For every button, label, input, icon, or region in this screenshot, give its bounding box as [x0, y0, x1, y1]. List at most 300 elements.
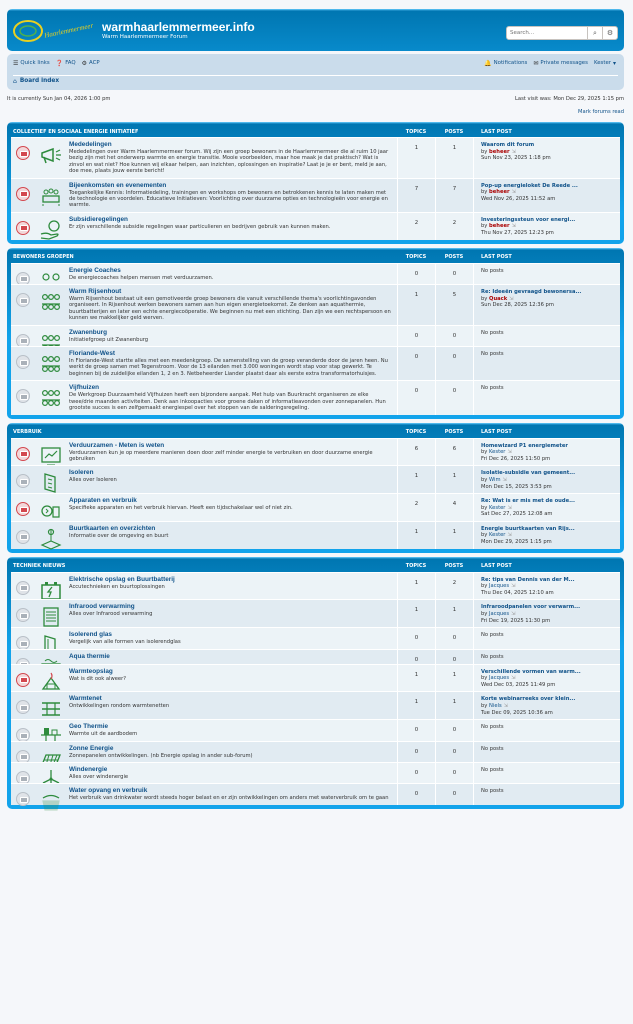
- search-input[interactable]: [507, 27, 587, 39]
- forum-title-link[interactable]: Aqua thermie: [69, 652, 110, 660]
- last-post: [473, 381, 620, 414]
- by-label: by: [481, 449, 488, 456]
- forum-image: [35, 650, 67, 664]
- topics-count: 1: [397, 692, 435, 719]
- breadcrumb: [13, 75, 618, 86]
- last-post-author[interactable]: Kester: [489, 532, 506, 539]
- forum-title-link[interactable]: Isoleren: [69, 469, 94, 477]
- last-post-author[interactable]: Quack: [489, 295, 508, 302]
- forum-description: Zonnepanelen ontwikkelingen. (nb Energie opslag in ander sub-forum): [69, 752, 253, 759]
- last-post-date: Wed Dec 03, 2025 11:49 pm: [481, 681, 556, 688]
- last-post: [473, 784, 620, 804]
- posts-count: 1: [435, 138, 473, 178]
- by-label: by: [481, 611, 488, 618]
- posts-column-header: POSTS: [444, 429, 464, 435]
- forum-row: [11, 649, 620, 664]
- no-posts-label: No posts: [481, 788, 504, 795]
- by-label: by: [481, 189, 488, 196]
- appliance-icon: [38, 499, 64, 523]
- forum-body: [67, 692, 397, 719]
- forum-description: Alles over windenergie: [69, 774, 129, 780]
- forum-body: [67, 138, 397, 178]
- forum-image: [35, 720, 67, 740]
- posts-count: 0: [435, 720, 473, 740]
- category-header: [11, 126, 620, 137]
- last-post-title[interactable]: Energie buurtkaarten van Rijs...: [481, 525, 575, 532]
- forum-image: [35, 138, 67, 178]
- goto-post-icon[interactable]: ⇲: [507, 449, 512, 456]
- posts-count: 0: [435, 742, 473, 762]
- last-post: [473, 326, 620, 346]
- unread-forum-icon: [16, 502, 30, 516]
- goto-post-icon[interactable]: ⇲: [509, 295, 514, 302]
- forum-status: [11, 665, 35, 692]
- posts-count: 0: [435, 347, 473, 380]
- last-post-title[interactable]: Isolatie-subsidie van gemeent...: [481, 470, 576, 477]
- site-title[interactable]: warmhaarlemmermeer.info: [102, 20, 255, 34]
- svg-text:Haarlemmermeer: Haarlemmermeer: [43, 21, 94, 40]
- topics-count: 2: [397, 213, 435, 240]
- last-post-title[interactable]: Waarom dit forum: [481, 142, 535, 148]
- category-block: [7, 248, 624, 419]
- quick-links-menu[interactable]: ☰ Quick links: [13, 59, 50, 67]
- category-header: [11, 561, 620, 572]
- last-post-date: Sun Dec 28, 2025 12:36 pm: [481, 302, 554, 309]
- forum-title-link[interactable]: Warmtenet: [69, 695, 102, 703]
- goto-post-icon[interactable]: ⇲: [511, 189, 516, 196]
- no-posts-label: No posts: [481, 745, 504, 752]
- storage-icon: [38, 670, 64, 694]
- user-menu[interactable]: Kester ▾: [593, 59, 616, 67]
- site-logo[interactable]: [12, 14, 102, 46]
- forum-title-link[interactable]: Infrarood verwarming: [69, 603, 135, 611]
- category-title[interactable]: BEWONERS GROEPEN: [13, 254, 74, 261]
- posts-count: 1: [435, 466, 473, 493]
- battery-icon: [38, 578, 64, 602]
- read-forum-icon: [16, 355, 30, 369]
- posts-count: 1: [435, 600, 473, 627]
- forum-status: [11, 784, 35, 804]
- gear-icon[interactable]: ⚙: [602, 27, 617, 39]
- goto-post-icon[interactable]: ⇲: [502, 476, 507, 483]
- forum-description: Alles over Isoleren: [69, 477, 117, 484]
- forum-status: [11, 381, 35, 414]
- posts-count: 0: [435, 381, 473, 414]
- last-post-title[interactable]: Re: tips van Dennis van der M...: [481, 576, 575, 583]
- goto-post-icon[interactable]: ⇲: [507, 532, 512, 539]
- site-description: Warm Haarlemmermeer Forum: [102, 34, 188, 40]
- last-post-date: Sun Nov 23, 2025 1:18 pm: [481, 155, 551, 162]
- unread-forum-icon: [16, 447, 30, 461]
- forum-description: De energiecoaches helpen mensen met verduurzamen.: [69, 274, 214, 281]
- read-forum-icon: [16, 608, 30, 622]
- last-post-column-header: LAST POST: [481, 128, 512, 135]
- forum-status: [11, 213, 35, 240]
- forum-title-link[interactable]: Vijfhuizen: [69, 384, 100, 392]
- forum-description: Er zijn verschillende subsidie regelingen waar particulieren en bedrijven gebruik van kunnen maken.: [69, 223, 331, 230]
- last-post: [473, 650, 620, 664]
- posts-column-header: POSTS: [444, 254, 464, 261]
- last-post-author[interactable]: Jacques: [489, 675, 510, 682]
- forum-row: [11, 741, 620, 762]
- topics-count: 1: [397, 138, 435, 178]
- no-posts-label: No posts: [481, 632, 504, 639]
- last-post: [473, 138, 620, 178]
- last-post-author[interactable]: Wim: [489, 476, 501, 483]
- notifications-link[interactable]: 🔔 Notifications: [484, 59, 528, 67]
- by-label: by: [481, 675, 488, 682]
- posts-count: 4: [435, 494, 473, 521]
- posts-count: 0: [435, 326, 473, 346]
- forum-status: [11, 179, 35, 212]
- forum-description: Specifieke apparaten en het verbruik hiervan. Heeft een tijdschakelaar wel of niet zin.: [69, 505, 293, 512]
- breadcrumb-board-index[interactable]: Board index: [19, 78, 60, 84]
- topics-count: 0: [397, 650, 435, 664]
- last-post-column-header: LAST POST: [481, 429, 512, 435]
- inbox-icon: ✉: [533, 59, 539, 67]
- forum-description: Warmte uit de aardbodem: [69, 731, 138, 738]
- forum-body: [67, 763, 397, 783]
- last-post-date: Wed Nov 26, 2025 11:52 am: [481, 195, 556, 202]
- page-wrap: [7, 9, 624, 809]
- last-post: [473, 494, 620, 521]
- category-block: [7, 557, 624, 809]
- forum-title-link[interactable]: Geo Thermie: [69, 723, 109, 731]
- unread-forum-icon: [16, 146, 30, 160]
- forum-status: [11, 326, 35, 346]
- forum-title-link[interactable]: Elektrische opslag en Buurtbatterij: [69, 575, 175, 583]
- unread-forum-icon: [16, 187, 30, 201]
- topics-count: 0: [397, 784, 435, 804]
- subsidy-icon: [38, 218, 64, 242]
- category-header: [11, 427, 620, 438]
- forum-title-link[interactable]: Bijeenkomsten en evenementen: [69, 181, 167, 189]
- posts-column-header: POSTS: [444, 128, 464, 135]
- last-post-title[interactable]: Re: Ideeën gevraagd bewonersa...: [481, 289, 582, 296]
- forum-row: [11, 380, 620, 414]
- last-post-date: Sat Dec 27, 2025 12:08 am: [481, 511, 553, 518]
- no-posts-label: No posts: [481, 653, 504, 660]
- forum-title-link[interactable]: Floriande-West: [69, 350, 116, 358]
- forum-body: [67, 347, 397, 380]
- goto-post-icon[interactable]: ⇲: [511, 583, 516, 590]
- posts-count: 7: [435, 179, 473, 212]
- posts-count: 0: [435, 628, 473, 648]
- forum-title-link[interactable]: Zwanenburg: [69, 328, 107, 336]
- search-box: [506, 26, 618, 40]
- last-post-date: Thu Dec 04, 2025 12:10 am: [481, 589, 554, 596]
- last-post-author[interactable]: beheer: [489, 148, 510, 155]
- private-messages-link[interactable]: ✉ Private messages: [533, 59, 588, 67]
- forum-image: [35, 213, 67, 240]
- forum-description: Vergelijk van alle formen van isolerendglas: [69, 639, 181, 646]
- forum-title-link[interactable]: Subsidieregelingen: [69, 215, 128, 223]
- last-post-date: Mon Dec 15, 2025 3:53 pm: [481, 483, 552, 490]
- posts-count: 2: [435, 213, 473, 240]
- caret-down-icon: ▾: [612, 59, 616, 67]
- forum-body: [67, 784, 397, 804]
- last-post-title[interactable]: Homewizard P1 energiemeter: [481, 442, 568, 449]
- posts-column-header: POSTS: [444, 563, 464, 570]
- nav-user-area: [484, 60, 618, 67]
- topics-count: 0: [397, 264, 435, 284]
- read-forum-icon: [16, 792, 30, 806]
- forum-image: [35, 494, 67, 521]
- forum-image: [35, 285, 67, 325]
- forum-title-link[interactable]: Warm Rijsenhout: [69, 288, 122, 296]
- forum-status: [11, 720, 35, 740]
- forum-body: [67, 665, 397, 692]
- last-post-title[interactable]: Verschillende vormen van warm...: [481, 668, 581, 675]
- last-post: [473, 742, 620, 762]
- forum-image: [35, 573, 67, 600]
- meter-icon: [38, 444, 64, 468]
- forum-body: [67, 179, 397, 212]
- posts-count: 1: [435, 692, 473, 719]
- last-post: [473, 213, 620, 240]
- goto-post-icon[interactable]: ⇲: [511, 148, 516, 155]
- goto-post-icon[interactable]: ⇲: [511, 675, 516, 682]
- category-title[interactable]: VERBRUIK: [13, 429, 42, 435]
- meeting-icon: [38, 184, 64, 208]
- topics-count: 1: [397, 522, 435, 549]
- posts-count: 5: [435, 285, 473, 325]
- last-post-author[interactable]: beheer: [489, 223, 510, 230]
- unread-forum-icon: [16, 673, 30, 687]
- category-title[interactable]: TECHNIEK NIEUWS: [13, 563, 66, 570]
- topics-count: 6: [397, 439, 435, 466]
- posts-count: 2: [435, 573, 473, 600]
- forum-status: [11, 763, 35, 783]
- forum-body: [67, 439, 397, 466]
- read-forum-icon: [16, 581, 30, 595]
- forum-status: [11, 573, 35, 600]
- home-icon[interactable]: ⌂: [13, 77, 17, 85]
- mark-forums-read-link[interactable]: Mark forums read: [578, 109, 624, 115]
- category-title[interactable]: COLLECTIEF EN SOCIAAL ENERGIE INITIATIEF: [13, 128, 139, 135]
- by-label: by: [481, 504, 488, 511]
- forum-row: [11, 346, 620, 380]
- last-post-date: Fri Dec 26, 2025 11:50 pm: [481, 455, 551, 462]
- by-label: by: [481, 148, 488, 155]
- forum-row: [11, 691, 620, 719]
- topics-count: 0: [397, 347, 435, 380]
- by-label: by: [481, 703, 488, 709]
- water-icon: [38, 789, 64, 813]
- forum-row: [11, 178, 620, 212]
- topics-count: 1: [397, 665, 435, 692]
- last-post-author[interactable]: Jacques: [489, 583, 510, 590]
- last-post-author[interactable]: Kester: [489, 504, 506, 511]
- nav-links: [13, 58, 618, 68]
- forum-row: [11, 664, 620, 692]
- category-block: [7, 122, 624, 244]
- last-post: [473, 347, 620, 380]
- last-post-title[interactable]: Investeringssteun voor energi...: [481, 216, 576, 223]
- topics-count: 7: [397, 179, 435, 212]
- forum-body: [67, 381, 397, 414]
- last-post: [473, 692, 620, 719]
- forum-image: [35, 784, 67, 804]
- read-forum-icon: [16, 474, 30, 488]
- forum-image: [35, 628, 67, 648]
- topics-count: 0: [397, 628, 435, 648]
- last-post-column-header: LAST POST: [481, 254, 512, 261]
- cogs-icon: ⚙: [81, 59, 88, 67]
- topics-count: 1: [397, 600, 435, 627]
- topics-column-header: TOPICS: [405, 128, 427, 135]
- posts-count: 0: [435, 650, 473, 664]
- topics-count: 1: [397, 466, 435, 493]
- megaphone-icon: [38, 143, 64, 167]
- last-post: [473, 439, 620, 466]
- forum-title-link[interactable]: Energie Coaches: [69, 266, 121, 274]
- forum-image: [35, 264, 67, 284]
- goto-post-icon[interactable]: ⇲: [507, 504, 512, 511]
- last-post-title[interactable]: Re: Wat is er mis met de oude...: [481, 498, 575, 505]
- forum-row: [11, 572, 620, 600]
- forum-description: Toegankelijke Kennis: Informatiedeling, trainingen en workshops om bewoners en betrokkenen kennis te laten maken met de technologie en voordelen. Educatieve Initiatieven: Voorlichting over duurzame opties en technologieën voor energie en warmte.: [69, 189, 388, 209]
- insulation-icon: [38, 471, 64, 495]
- forum-row: [11, 719, 620, 740]
- forum-image: [35, 179, 67, 212]
- forum-row: [11, 762, 620, 783]
- last-post: [473, 522, 620, 549]
- goto-post-icon[interactable]: ⇲: [511, 611, 516, 618]
- forum-title-link[interactable]: Buurtkaarten en overzichten: [69, 524, 156, 532]
- forum-description: Alles over Infrarood verwarming: [69, 611, 153, 618]
- forum-title-link[interactable]: Water opvang en verbruik: [69, 787, 148, 795]
- last-post-column-header: LAST POST: [481, 563, 512, 570]
- forum-row: [11, 438, 620, 466]
- forum-row: [11, 212, 620, 240]
- forum-description: Warm Rijsenhout bestaat uit een gemotiveerde groep bewoners die vanuit verschillende thema's voorlichtingavonden organiseert. In Rijsenhout werken bewoners samen aan hun eigen energietoekomst. Ze denken aan aquathermie, buurtbatterijen en later een echte energiecoöperatie. We beginnen nu met een stichting. Dan zijn we een rechtspersoon en kunnen we makkelijker geld werven.: [69, 296, 391, 322]
- by-label: by: [481, 295, 488, 302]
- forum-image: [35, 692, 67, 719]
- forum-status: [11, 285, 35, 325]
- read-forum-icon: [16, 389, 30, 403]
- group-icon: [38, 386, 64, 410]
- time-info: [7, 96, 624, 105]
- forum-status: [11, 466, 35, 493]
- forum-body: [67, 522, 397, 549]
- group-icon: [38, 352, 64, 376]
- last-post-author[interactable]: Jacques: [489, 611, 510, 618]
- posts-count: 0: [435, 264, 473, 284]
- topics-count: 0: [397, 763, 435, 783]
- forum-description: Wat is dit ook alweer?: [69, 675, 127, 682]
- forum-row: [11, 627, 620, 648]
- bell-icon: 🔔: [484, 59, 492, 67]
- forum-body: [67, 720, 397, 740]
- category-header: [11, 252, 620, 263]
- topics-column-header: TOPICS: [405, 429, 427, 435]
- forum-status: [11, 742, 35, 762]
- infrared-icon: [38, 605, 64, 629]
- no-posts-label: No posts: [481, 267, 504, 274]
- heatnet-icon: [38, 697, 64, 721]
- forum-title-link[interactable]: Isolerend glas: [69, 631, 112, 639]
- forum-status: [11, 264, 35, 284]
- forum-image: [35, 347, 67, 380]
- forum-row: [11, 599, 620, 627]
- last-post-author[interactable]: Niels: [489, 703, 502, 709]
- header-bar: [7, 9, 624, 51]
- forum-status: [11, 347, 35, 380]
- last-post-title[interactable]: Infraroodpanelen voor verwarm...: [481, 604, 581, 611]
- forum-description: Het verbruik van drinkwater wordt steeds hoger belast en er zijn ontwikkelingen om anders met waterverbruik om te gaan: [69, 795, 389, 802]
- forum-description: Accutechnieken en buurtoplossingen: [69, 583, 165, 590]
- search-icon[interactable]: ⌕: [587, 27, 602, 39]
- forum-status: [11, 692, 35, 719]
- forum-body: [67, 466, 397, 493]
- forum-status: [11, 522, 35, 549]
- posts-count: 0: [435, 763, 473, 783]
- no-posts-label: No posts: [481, 724, 504, 731]
- forum-image: [35, 466, 67, 493]
- last-post-author[interactable]: Kester: [489, 449, 506, 456]
- forum-row: [11, 783, 620, 804]
- forum-title-link[interactable]: Apparaten en verbruik: [69, 497, 137, 505]
- last-post-title[interactable]: Korte webinarreeks over klein...: [481, 696, 576, 703]
- forum-image: [35, 439, 67, 466]
- forum-row: [11, 521, 620, 549]
- forum-title-link[interactable]: Mededelingen: [69, 141, 112, 148]
- forum-image: [35, 665, 67, 692]
- goto-post-icon[interactable]: ⇲: [511, 223, 516, 230]
- forum-image: [35, 742, 67, 762]
- forum-image: [35, 381, 67, 414]
- forum-title-link[interactable]: Windenergie: [69, 766, 108, 773]
- forum-row: [11, 465, 620, 493]
- forum-title-link[interactable]: Warmteopslag: [69, 667, 113, 675]
- goto-post-icon[interactable]: ⇲: [503, 703, 508, 709]
- topics-count: 0: [397, 742, 435, 762]
- forum-image: [35, 600, 67, 627]
- last-post: [473, 720, 620, 740]
- unread-forum-icon: [16, 221, 30, 235]
- topics-column-header: TOPICS: [405, 563, 427, 570]
- last-post-title[interactable]: Pop-up energieloket De Reede ...: [481, 182, 578, 189]
- forum-row: [11, 493, 620, 521]
- posts-count: 6: [435, 439, 473, 466]
- forum-body: [67, 285, 397, 325]
- last-post-date: Fri Dec 19, 2025 11:30 pm: [481, 617, 551, 624]
- no-posts-label: No posts: [481, 767, 504, 773]
- faq-link[interactable]: ❓ FAQ: [55, 59, 76, 67]
- forum-description: In Floriande-West startte alles met een meedenkgroep. De samenstelling van de groep veranderde door de jaren heen. Nu werkt de groep samen met Tegenstroom. Voor de 13 eilanden met 3.000 woningen wordt stap voor stap gewerkt. Te beginnen bij de zuidelijke eilanden 1, 2 en 3. Netbeheerder Liander plaatst daar als eerste extra transformatorhuisjes.: [69, 358, 388, 377]
- forum-row: [11, 325, 620, 346]
- forum-title-link[interactable]: Verduurzamen - Meten is weten: [69, 441, 165, 449]
- forum-body: [67, 650, 397, 664]
- forum-title-link[interactable]: Zonne Energie: [69, 744, 114, 752]
- acp-link[interactable]: ⚙ ACP: [81, 59, 100, 67]
- posts-count: 1: [435, 665, 473, 692]
- forum-description: De Werkgroep Duurzaamheid Vijfhuizen heeft een bijzondere aanpak. Met hulp van Buurkracht organiseren ze elke twee/drie maanden activiteiten. Denk aan inkoopacties voor groene daken of informatieavonden over zonnepanelen. Hun grootste succes is een zelfgemaakt energiespel over het stoppen van de salderingsregeling.: [69, 392, 386, 412]
- last-post-author[interactable]: beheer: [489, 189, 510, 196]
- topics-count: 1: [397, 285, 435, 325]
- forum-categories: [7, 122, 624, 809]
- topics-count: 0: [397, 381, 435, 414]
- read-forum-icon: [16, 293, 30, 307]
- forum-status: [11, 628, 35, 648]
- forum-status: [11, 439, 35, 466]
- posts-count: 1: [435, 522, 473, 549]
- by-label: by: [481, 476, 488, 483]
- by-label: by: [481, 583, 488, 590]
- topics-column-header: TOPICS: [405, 254, 427, 261]
- forum-row: [11, 263, 620, 284]
